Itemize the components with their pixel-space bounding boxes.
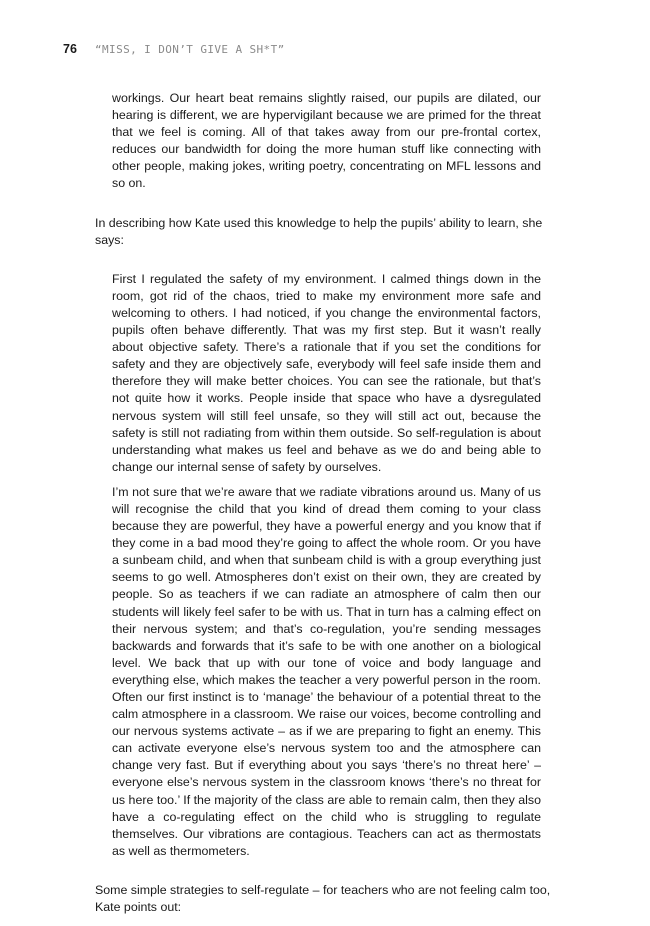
block-quote [95,271,555,860]
page-number: 76 [63,42,77,56]
intro-paragraph: In describing how Kate used this knowledge to help the pupils’ ability to learn, she says: [95,215,543,247]
closing-paragraph: Some simple strategies to self-regulate – for teachers who are not feeling calm too, Kate points out: [95,882,551,915]
page-body [95,90,555,916]
running-head [63,42,285,60]
quote-paragraph-two: I’m not sure that we’re aware that we radiate vibrations around us. Many of us will recognise the child that you kind of dread them coming to your class because they are powerful, they have a powerful energy and you know that if they come in a bad mood they’re going to affect the whole room. Or you have a sunbeam child, and when that sunbeam child is with a group everything just seems to go well. Atmospheres don’t exist on their own, they are created by people. So as teachers if we can radiate an atmosphere of calm then our students will likely feel safer to be with us. That in turn has a calming effect on their nervous system; and that’s co-regulation, you’re sending messages backwards and forwards that it’s safe to be with one another on a biological level. We back that up with our tone of voice and body language and everything else, which makes the teacher a very powerful person in the room. Often our first instinct is to ‘manage’ the behaviour of a potential threat to the calm atmosphere in a classroom. We raise our voices, become controlling and our nervous systems activate – as if we are preparing to fight an enemy. This can activate everyone else’s nervous system too and the atmosphere can change very fast. But if everything about you says ‘there’s no threat here’ – everyone else’s nervous system in the classroom knows ‘there’s no threat for us here too.’ If the majority of the class are able to remain calm, then they also have a co-regulating effect on the child who is struggling to regulate themselves. Our vibrations are contagious. Teachers can act as thermostats as well as thermometers. [112,484,541,858]
quote-continuation-paragraph: workings. Our heart beat remains slightly raised, our pupils are dilated, our hearing is different, we are hypervigilant because we are primed for the threat that we feel is coming. All of that takes away from our pre-frontal cortex, reduces our bandwidth for doing the more human stuff like connecting with other people, making jokes, writing poetry, concentrating on MFL lessons and so on. [112,91,541,191]
running-title: “MISS, I DON’T GIVE A SH*T” [95,43,285,56]
quote-paragraph-one: First I regulated the safety of my environment. I calmed things down in the room, got rid of the chaos, tried to make my environment more safe and welcoming to others. I had noticed, if you change the environmental factors, pupils often behave differently. That was my first step. But it wasn’t really about objective safety. There’s a rationale that if you set the conditions for safety and they are objectively safe, everybody will feel safe inside them and therefore they will make better choices. You can see the rationale, but that’s not quite how it works. People inside that space who have a dysregulated nervous system will still feel unsafe, so they will still act out, because the safety is still not radiating from within them outside. So self-regulation is about understanding what makes us feel and behave as we do and being able to change our internal sense of safety by ourselves. [112,271,541,474]
